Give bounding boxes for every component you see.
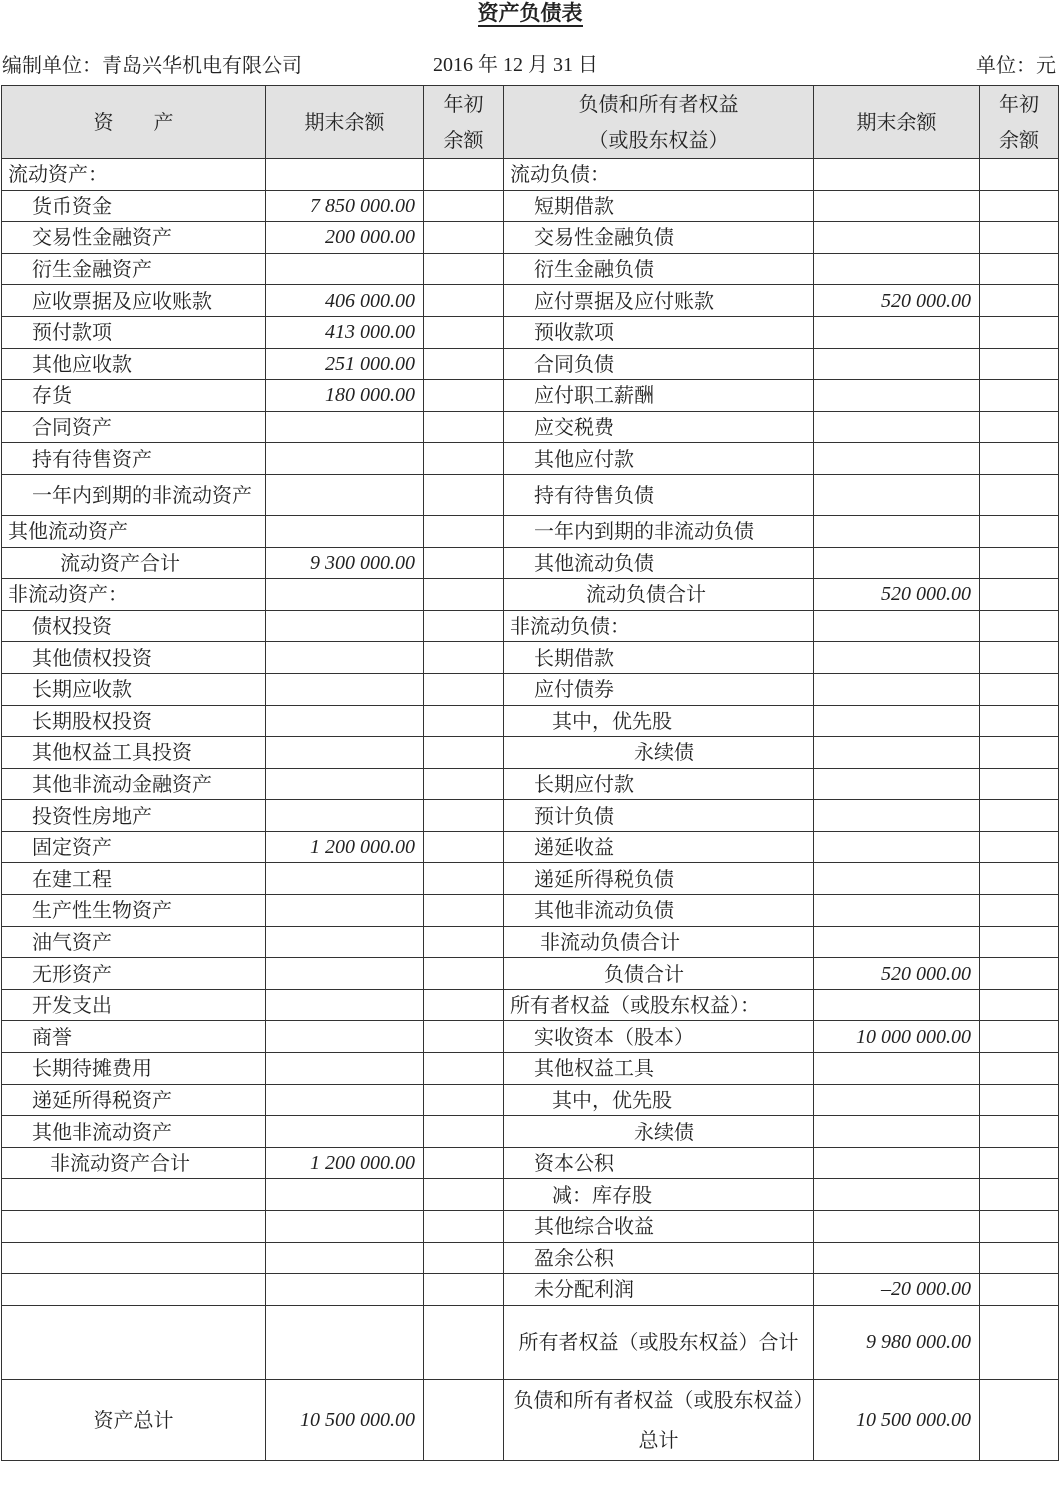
table-row <box>2 958 1059 990</box>
asset-end-value: 10 500 000.00 <box>266 1379 424 1460</box>
asset-cell <box>2 1211 266 1243</box>
asset-end-value <box>266 1242 424 1274</box>
asset-end-value: 7 850 000.00 <box>266 190 424 222</box>
asset-begin-value <box>424 1274 504 1306</box>
liability-end-value <box>814 348 980 380</box>
liability-cell: 所有者权益（或股东权益）： <box>504 989 814 1021</box>
table-row <box>2 705 1059 737</box>
asset-end-value <box>266 895 424 927</box>
liability-end-value <box>814 253 980 285</box>
asset-cell: 资产总计 <box>2 1379 266 1460</box>
asset-cell: 投资性房地产 <box>2 800 266 832</box>
table-row <box>2 579 1059 611</box>
asset-end-value <box>266 1179 424 1211</box>
liability-cell: 应付债券 <box>504 673 814 705</box>
asset-begin-value <box>424 737 504 769</box>
table-row <box>2 1021 1059 1053</box>
liability-cell: 非流动负债合计 <box>504 926 814 958</box>
asset-begin-value <box>424 348 504 380</box>
liability-begin-value <box>980 737 1059 769</box>
asset-end-value <box>266 1305 424 1379</box>
liability-begin-value <box>980 1116 1059 1148</box>
table-row <box>2 474 1059 515</box>
asset-begin-value <box>424 547 504 579</box>
asset-end-value <box>266 474 424 515</box>
asset-end-value <box>266 1021 424 1053</box>
liability-cell: 合同负债 <box>504 348 814 380</box>
liability-begin-value <box>980 1379 1059 1460</box>
org-label: 编制单位：青岛兴华机电有限公司 <box>2 53 302 77</box>
asset-begin-value <box>424 1179 504 1211</box>
liability-end-value <box>814 1179 980 1211</box>
liability-cell: 其他非流动负债 <box>504 895 814 927</box>
asset-begin-value <box>424 610 504 642</box>
asset-end-value <box>266 443 424 475</box>
asset-end-value <box>266 800 424 832</box>
asset-end-value: 1 200 000.00 <box>266 1147 424 1179</box>
table-row <box>2 800 1059 832</box>
liability-end-value <box>814 642 980 674</box>
liability-cell: 流动负债： <box>504 159 814 191</box>
liability-end-value <box>814 895 980 927</box>
asset-begin-value <box>424 800 504 832</box>
liability-end-value <box>814 443 980 475</box>
liability-begin-value <box>980 1179 1059 1211</box>
table-row <box>2 768 1059 800</box>
asset-begin-value <box>424 1147 504 1179</box>
liability-begin-value <box>980 1147 1059 1179</box>
liability-begin-value <box>980 642 1059 674</box>
asset-end-value: 406 000.00 <box>266 285 424 317</box>
unit-label: 单位：元 <box>976 53 1056 77</box>
liability-end-value <box>814 610 980 642</box>
table-row <box>2 411 1059 443</box>
asset-end-value <box>266 926 424 958</box>
table-row <box>2 222 1059 254</box>
liability-begin-value <box>980 1211 1059 1243</box>
table-row <box>2 159 1059 191</box>
asset-end-value <box>266 253 424 285</box>
liability-cell: 应交税费 <box>504 411 814 443</box>
liability-begin-value <box>980 926 1059 958</box>
asset-end-value <box>266 579 424 611</box>
liability-cell: 应付职工薪酬 <box>504 380 814 412</box>
asset-begin-value <box>424 474 504 515</box>
asset-cell: 油气资产 <box>2 926 266 958</box>
liability-cell: 短期借款 <box>504 190 814 222</box>
liability-begin-value <box>980 705 1059 737</box>
asset-cell: 非流动资产合计 <box>2 1147 266 1179</box>
liability-begin-value <box>980 547 1059 579</box>
liability-cell: 其他综合收益 <box>504 1211 814 1243</box>
report-date: 2016 年 12 月 31 日 <box>433 54 598 76</box>
asset-cell: 固定资产 <box>2 831 266 863</box>
liability-cell: 所有者权益（或股东权益）合计 <box>504 1305 814 1379</box>
asset-end-value <box>266 673 424 705</box>
liability-end-value: –20 000.00 <box>814 1274 980 1306</box>
liability-end-value <box>814 1084 980 1116</box>
liability-cell: 流动负债合计 <box>504 579 814 611</box>
col-liabilities-line1: 负债和所有者权益 <box>578 92 739 116</box>
asset-begin-value <box>424 443 504 475</box>
liability-begin-value <box>980 1274 1059 1306</box>
liability-end-value <box>814 1242 980 1274</box>
liability-begin-value <box>980 1084 1059 1116</box>
liability-end-value: 10 500 000.00 <box>814 1379 980 1460</box>
report-meta <box>0 50 1060 80</box>
liability-end-value: 520 000.00 <box>814 958 980 990</box>
asset-end-value <box>266 159 424 191</box>
asset-end-value: 180 000.00 <box>266 380 424 412</box>
asset-begin-value <box>424 316 504 348</box>
liability-begin-value <box>980 285 1059 317</box>
liability-begin-value <box>980 831 1059 863</box>
asset-begin-value <box>424 958 504 990</box>
asset-end-value <box>266 705 424 737</box>
liability-end-value <box>814 800 980 832</box>
liability-begin-value <box>980 800 1059 832</box>
asset-end-value <box>266 610 424 642</box>
liability-begin-value <box>980 222 1059 254</box>
col-end-balance-2: 期末余额 <box>814 86 980 159</box>
liability-begin-value <box>980 989 1059 1021</box>
liability-end-value: 9 980 000.00 <box>814 1305 980 1379</box>
table-row <box>2 863 1059 895</box>
table-row <box>2 737 1059 769</box>
liability-cell: 减：库存股 <box>504 1179 814 1211</box>
liability-begin-value <box>980 863 1059 895</box>
asset-begin-value <box>424 579 504 611</box>
table-row <box>2 443 1059 475</box>
col-liabilities <box>504 86 814 159</box>
col-begin-balance-2-line2: 余额 <box>999 128 1039 152</box>
liability-cell: 长期应付款 <box>504 768 814 800</box>
liability-cell: 负债合计 <box>504 958 814 990</box>
liability-begin-value <box>980 895 1059 927</box>
liability-cell: 资本公积 <box>504 1147 814 1179</box>
col-begin-balance-line2: 余额 <box>443 128 484 152</box>
liability-begin-value <box>980 1305 1059 1379</box>
asset-cell: 在建工程 <box>2 863 266 895</box>
liability-begin-value <box>980 190 1059 222</box>
asset-end-value <box>266 1116 424 1148</box>
asset-begin-value <box>424 989 504 1021</box>
liability-begin-value <box>980 316 1059 348</box>
asset-end-value <box>266 1211 424 1243</box>
asset-begin-value <box>424 642 504 674</box>
asset-begin-value <box>424 1116 504 1148</box>
asset-begin-value <box>424 831 504 863</box>
asset-end-value: 251 000.00 <box>266 348 424 380</box>
liability-begin-value <box>980 673 1059 705</box>
liability-cell: 一年内到期的非流动负债 <box>504 515 814 547</box>
liability-cell: 永续债 <box>504 1116 814 1148</box>
asset-cell: 预付款项 <box>2 316 266 348</box>
liability-begin-value <box>980 579 1059 611</box>
asset-end-value <box>266 642 424 674</box>
asset-cell: 应收票据及应收账款 <box>2 285 266 317</box>
liability-cell: 交易性金融负债 <box>504 222 814 254</box>
liability-cell: 负债和所有者权益（或股东权益）总计 <box>504 1379 814 1460</box>
liability-end-value <box>814 1147 980 1179</box>
col-end-balance: 期末余额 <box>266 86 424 159</box>
asset-end-value <box>266 768 424 800</box>
liability-begin-value <box>980 768 1059 800</box>
asset-begin-value <box>424 253 504 285</box>
asset-cell: 债权投资 <box>2 610 266 642</box>
liability-cell: 预计负债 <box>504 800 814 832</box>
asset-end-value: 1 200 000.00 <box>266 831 424 863</box>
liability-cell: 盈余公积 <box>504 1242 814 1274</box>
asset-cell: 长期待摊费用 <box>2 1053 266 1085</box>
liability-end-value <box>814 190 980 222</box>
table-row <box>2 1084 1059 1116</box>
table-row <box>2 1242 1059 1274</box>
asset-end-value: 200 000.00 <box>266 222 424 254</box>
asset-cell: 合同资产 <box>2 411 266 443</box>
liability-cell: 长期借款 <box>504 642 814 674</box>
asset-end-value <box>266 1053 424 1085</box>
liability-end-value <box>814 515 980 547</box>
liability-begin-value <box>980 610 1059 642</box>
liability-end-value <box>814 673 980 705</box>
liability-begin-value <box>980 411 1059 443</box>
liability-begin-value <box>980 958 1059 990</box>
table-row <box>2 547 1059 579</box>
asset-end-value <box>266 958 424 990</box>
table-row <box>2 926 1059 958</box>
liability-end-value <box>814 222 980 254</box>
liability-end-value: 520 000.00 <box>814 285 980 317</box>
liability-cell: 其中，优先股 <box>504 705 814 737</box>
asset-begin-value <box>424 190 504 222</box>
table-row <box>2 1274 1059 1306</box>
table-row <box>2 831 1059 863</box>
asset-cell: 一年内到期的非流动资产 <box>2 474 266 515</box>
asset-end-value <box>266 515 424 547</box>
table-row <box>2 642 1059 674</box>
asset-cell <box>2 1179 266 1211</box>
liability-begin-value <box>980 1242 1059 1274</box>
asset-cell: 其他非流动金融资产 <box>2 768 266 800</box>
asset-cell: 货币资金 <box>2 190 266 222</box>
liability-end-value <box>814 474 980 515</box>
liability-begin-value <box>980 159 1059 191</box>
table-row <box>2 515 1059 547</box>
table-row <box>2 1147 1059 1179</box>
col-begin-balance <box>424 86 504 159</box>
liability-end-value <box>814 1053 980 1085</box>
asset-cell: 无形资产 <box>2 958 266 990</box>
liability-end-value: 10 000 000.00 <box>814 1021 980 1053</box>
asset-end-value: 413 000.00 <box>266 316 424 348</box>
asset-end-value <box>266 411 424 443</box>
asset-end-value <box>266 737 424 769</box>
asset-end-value: 9 300 000.00 <box>266 547 424 579</box>
table-row <box>2 1053 1059 1085</box>
asset-end-value <box>266 1084 424 1116</box>
asset-begin-value <box>424 285 504 317</box>
asset-begin-value <box>424 1053 504 1085</box>
asset-cell: 流动资产： <box>2 159 266 191</box>
col-asset: 资 产 <box>2 86 266 159</box>
liability-cell: 其他权益工具 <box>504 1053 814 1085</box>
table-row <box>2 895 1059 927</box>
asset-end-value <box>266 863 424 895</box>
asset-cell: 持有待售资产 <box>2 443 266 475</box>
liability-end-value: 520 000.00 <box>814 579 980 611</box>
asset-begin-value <box>424 515 504 547</box>
asset-cell <box>2 1305 266 1379</box>
liability-end-value <box>814 159 980 191</box>
liability-begin-value <box>980 515 1059 547</box>
asset-begin-value <box>424 705 504 737</box>
liability-end-value <box>814 831 980 863</box>
table-row <box>2 610 1059 642</box>
asset-cell: 其他流动资产 <box>2 515 266 547</box>
asset-begin-value <box>424 768 504 800</box>
liability-cell: 实收资本（股本） <box>504 1021 814 1053</box>
asset-cell: 长期应收款 <box>2 673 266 705</box>
col-begin-balance-2 <box>980 86 1059 159</box>
table-row <box>2 1379 1059 1460</box>
asset-end-value <box>266 1274 424 1306</box>
table-row <box>2 316 1059 348</box>
asset-end-value <box>266 989 424 1021</box>
liability-end-value <box>814 1116 980 1148</box>
liability-cell: 永续债 <box>504 737 814 769</box>
liability-cell: 未分配利润 <box>504 1274 814 1306</box>
liability-cell: 预收款项 <box>504 316 814 348</box>
asset-begin-value <box>424 863 504 895</box>
liability-cell: 递延收益 <box>504 831 814 863</box>
asset-cell <box>2 1242 266 1274</box>
liability-end-value <box>814 863 980 895</box>
asset-cell: 开发支出 <box>2 989 266 1021</box>
liability-end-value <box>814 989 980 1021</box>
balance-sheet-table <box>1 85 1059 1461</box>
asset-begin-value <box>424 380 504 412</box>
table-row <box>2 1305 1059 1379</box>
asset-cell: 交易性金融资产 <box>2 222 266 254</box>
table-row <box>2 1179 1059 1211</box>
liability-end-value <box>814 411 980 443</box>
liability-cell: 应付票据及应付账款 <box>504 285 814 317</box>
liability-cell: 非流动负债： <box>504 610 814 642</box>
table-row <box>2 1116 1059 1148</box>
table-row <box>2 380 1059 412</box>
asset-begin-value <box>424 926 504 958</box>
asset-begin-value <box>424 411 504 443</box>
asset-cell: 其他债权投资 <box>2 642 266 674</box>
asset-cell: 流动资产合计 <box>2 547 266 579</box>
liability-begin-value <box>980 380 1059 412</box>
table-row <box>2 1211 1059 1243</box>
asset-begin-value <box>424 159 504 191</box>
liability-cell: 其他流动负债 <box>504 547 814 579</box>
liability-end-value <box>814 380 980 412</box>
asset-begin-value <box>424 222 504 254</box>
asset-cell: 生产性生物资产 <box>2 895 266 927</box>
header-row <box>2 86 1059 159</box>
asset-begin-value <box>424 673 504 705</box>
liability-cell: 持有待售负债 <box>504 474 814 515</box>
asset-begin-value <box>424 1084 504 1116</box>
report-title: 资产负债表 <box>477 1 583 25</box>
liability-end-value <box>814 926 980 958</box>
asset-cell: 存货 <box>2 380 266 412</box>
liability-cell: 衍生金融负债 <box>504 253 814 285</box>
asset-begin-value <box>424 1379 504 1460</box>
liability-cell: 其中，优先股 <box>504 1084 814 1116</box>
liability-end-value <box>814 705 980 737</box>
liability-cell: 其他应付款 <box>504 443 814 475</box>
asset-cell: 递延所得税资产 <box>2 1084 266 1116</box>
liability-begin-value <box>980 1053 1059 1085</box>
asset-begin-value <box>424 1305 504 1379</box>
table-row <box>2 989 1059 1021</box>
table-row <box>2 190 1059 222</box>
asset-cell: 其他非流动资产 <box>2 1116 266 1148</box>
asset-cell: 衍生金融资产 <box>2 253 266 285</box>
asset-begin-value <box>424 1211 504 1243</box>
liability-end-value <box>814 547 980 579</box>
liability-begin-value <box>980 1021 1059 1053</box>
liability-end-value <box>814 316 980 348</box>
col-liabilities-line2: （或股东权益） <box>588 128 729 152</box>
asset-begin-value <box>424 1242 504 1274</box>
asset-begin-value <box>424 895 504 927</box>
liability-end-value <box>814 737 980 769</box>
asset-begin-value <box>424 1021 504 1053</box>
asset-cell <box>2 1274 266 1306</box>
asset-cell: 其他权益工具投资 <box>2 737 266 769</box>
table-row <box>2 253 1059 285</box>
asset-cell: 非流动资产： <box>2 579 266 611</box>
liability-cell: 递延所得税负债 <box>504 863 814 895</box>
asset-cell: 长期股权投资 <box>2 705 266 737</box>
asset-cell: 商誉 <box>2 1021 266 1053</box>
table-row <box>2 348 1059 380</box>
liability-begin-value <box>980 474 1059 515</box>
liability-begin-value <box>980 443 1059 475</box>
col-begin-balance-2-line1: 年初 <box>999 92 1039 116</box>
table-row <box>2 285 1059 317</box>
liability-end-value <box>814 1211 980 1243</box>
liability-end-value <box>814 768 980 800</box>
col-begin-balance-line1: 年初 <box>443 92 484 116</box>
asset-cell: 其他应收款 <box>2 348 266 380</box>
table-row <box>2 673 1059 705</box>
liability-begin-value <box>980 253 1059 285</box>
liability-begin-value <box>980 348 1059 380</box>
